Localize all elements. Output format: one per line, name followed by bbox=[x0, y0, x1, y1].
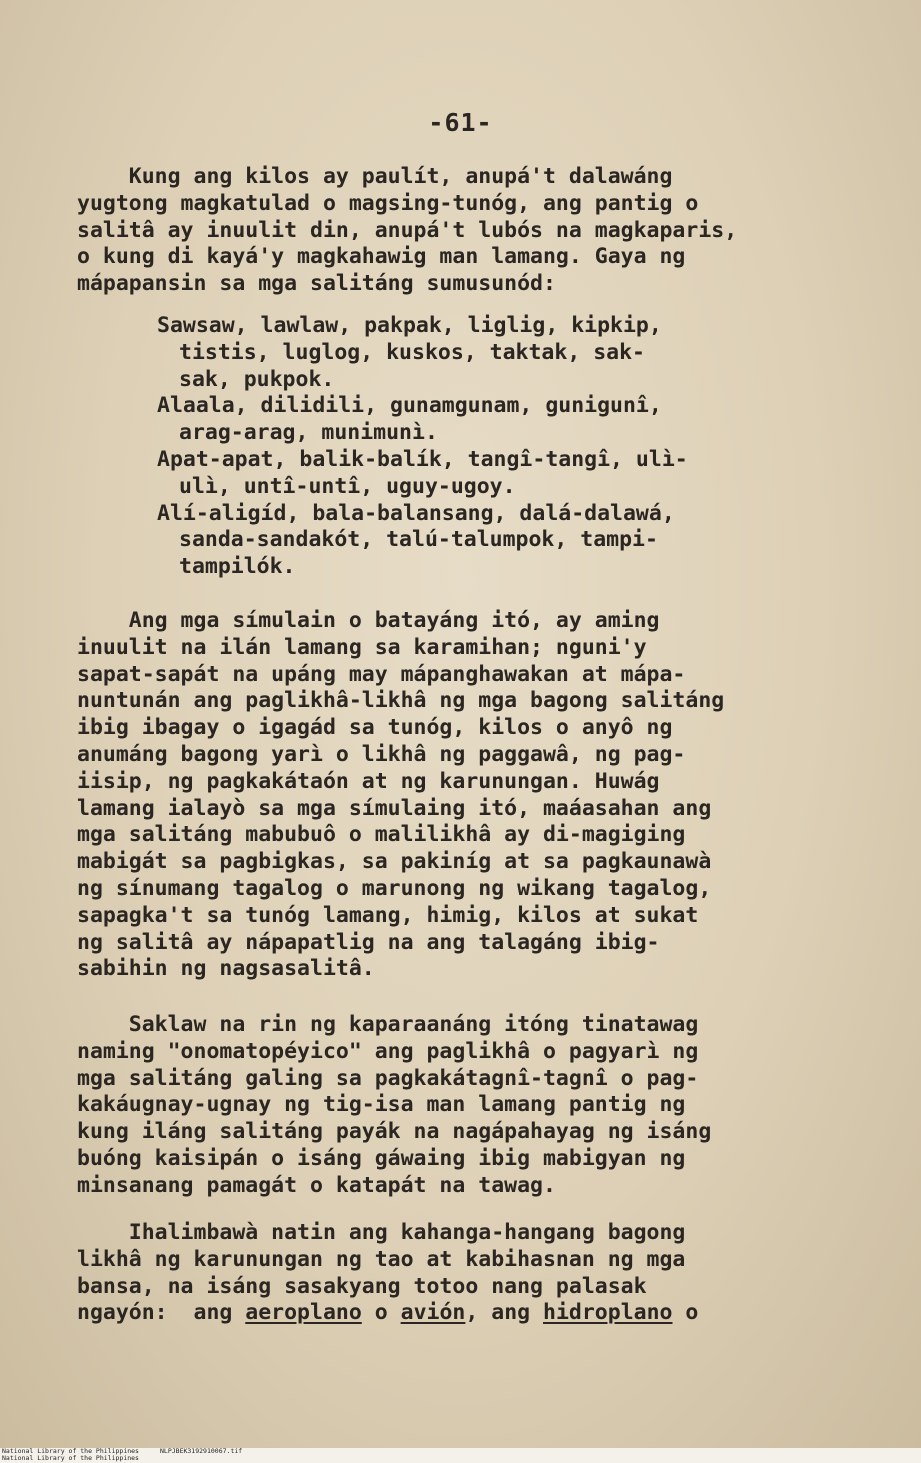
example-line: tampilók. bbox=[179, 554, 296, 580]
footer-library-line: National Library of the Philippines bbox=[2, 1447, 139, 1455]
text-line: salitâ ay inuulit din, anupá't lubós na magkaparis, bbox=[77, 217, 738, 243]
text-line: kung iláng salitáng payák na nagápahayag ng isáng bbox=[77, 1119, 712, 1145]
text-line-with-underlines bbox=[77, 1300, 857, 1327]
text-line: likhâ ng karunungan ng tao at kabihasnan ng mga bbox=[77, 1246, 686, 1272]
underlined-term-hidroplano: hidroplano bbox=[543, 1300, 673, 1326]
text-line: mabigát sa pagbigkas, sa pakiníg at sa pagkaunawà bbox=[77, 849, 712, 875]
footer-library-line: National Library of the Philippines bbox=[2, 1454, 139, 1462]
footer-file-id: NLPJBEK3192910067.tif bbox=[160, 1447, 243, 1455]
text-line: iisip, ng pagkakátaón at ng karunungan. Huwág bbox=[77, 768, 660, 794]
text-line: o kung di kayá'y magkahawig man lamang. Gaya ng bbox=[77, 244, 686, 270]
text-line: inuulit na ilán lamang sa karamihan; nguni'y bbox=[77, 634, 647, 660]
text-line: sabihin ng nagsasalitâ. bbox=[77, 956, 375, 982]
text-line: Kung ang kilos ay paulít, anupá't dalawáng bbox=[77, 164, 673, 189]
example-line: sak, pukpok. bbox=[179, 366, 335, 392]
paragraph-4 bbox=[77, 1220, 857, 1327]
example-line: Apat-apat, balik-balík, tangî-tangî, ulì- bbox=[157, 446, 688, 472]
paragraph-2 bbox=[77, 608, 857, 983]
text-line: kakáugnay-ugnay ng tig-isa man lamang pantig ng bbox=[77, 1092, 686, 1118]
text-line: ibig ibagay o igagád sa tunóg, kilos o anyô ng bbox=[77, 715, 673, 741]
text-run: o bbox=[672, 1300, 699, 1326]
example-line: Alaala, dilidili, gunamgunam, gunigunî, bbox=[157, 393, 662, 419]
text-line: mápapansin sa mga salitáng sumusunód: bbox=[77, 271, 556, 297]
text-line: buóng kaisipán o isáng gáwaing ibig mabigyan ng bbox=[77, 1145, 686, 1171]
text-line: Ang mga símulain o batayáng itó, ay aming bbox=[77, 608, 660, 633]
text-line: Saklaw na rin ng kaparaanáng itóng tinatawag bbox=[77, 1012, 699, 1037]
text-line: mga salitáng mabubuô o malilikhâ ay di-magiging bbox=[77, 822, 686, 848]
example-group-4 bbox=[157, 501, 837, 581]
example-line: arag-arag, munimunì. bbox=[179, 420, 438, 446]
text-run: , ang bbox=[465, 1300, 544, 1326]
text-line: lamang ialayò sa mga símulaing itó, maáasahan ang bbox=[77, 795, 712, 821]
example-word-list bbox=[157, 313, 837, 581]
text-line: bansa, na isáng sasakyang totoo nang palasak bbox=[77, 1273, 647, 1299]
scan-footer bbox=[0, 1448, 921, 1463]
example-line: tistis, luglog, kuskos, taktak, sak- bbox=[179, 339, 645, 365]
text-line: ng salitâ ay nápapatlig na ang talagáng ibig- bbox=[77, 929, 660, 955]
example-line: sanda-sandakót, talú-talumpok, tampi- bbox=[179, 527, 658, 553]
text-run: o bbox=[361, 1300, 401, 1326]
text-line: Ihalimbawà natin ang kahanga-hangang bagong bbox=[77, 1220, 686, 1245]
example-line: Alí-aligíd, bala-balansang, dalá-dalawá, bbox=[157, 500, 675, 526]
text-line: minsanang pamagát o katapát na tawag. bbox=[77, 1172, 556, 1198]
paragraph-3 bbox=[77, 1012, 857, 1200]
text-line: nuntunán ang paglikhâ-likhâ ng mga bagong salitáng bbox=[77, 688, 725, 714]
underlined-term-aeroplano: aeroplano bbox=[245, 1300, 362, 1326]
example-group-3 bbox=[157, 447, 837, 501]
text-line: yugtong magkatulad o magsing-tunóg, ang pantig o bbox=[77, 190, 699, 216]
paragraph-1 bbox=[77, 164, 857, 298]
text-line: sapat-sapát na upáng may mápanghawakan at mápa- bbox=[77, 661, 686, 687]
underlined-term-avion: avión bbox=[400, 1300, 466, 1326]
text-line: naming "onomatopéyico" ang paglikhâ o pagyarì ng bbox=[77, 1038, 699, 1064]
text-line: anumáng bagong yarì o likhâ ng paggawâ, ng pag- bbox=[77, 741, 686, 767]
page-number: -61- bbox=[428, 108, 493, 137]
text-line: mga salitáng galing sa pagkakátagnî-tagnî o pag- bbox=[77, 1065, 699, 1091]
example-group-2 bbox=[157, 393, 837, 447]
example-line: Sawsaw, lawlaw, pakpak, liglig, kipkip, bbox=[157, 313, 662, 338]
example-line: ulì, untî-untî, uguy-ugoy. bbox=[179, 473, 516, 499]
example-group-1 bbox=[157, 313, 837, 393]
text-line: sapagka't sa tunóg lamang, himig, kilos at sukat bbox=[77, 902, 699, 928]
text-run: ngayón: ang bbox=[77, 1300, 246, 1326]
text-line: ng sínumang tagalog o marunong ng wikang tagalog, bbox=[77, 875, 712, 901]
